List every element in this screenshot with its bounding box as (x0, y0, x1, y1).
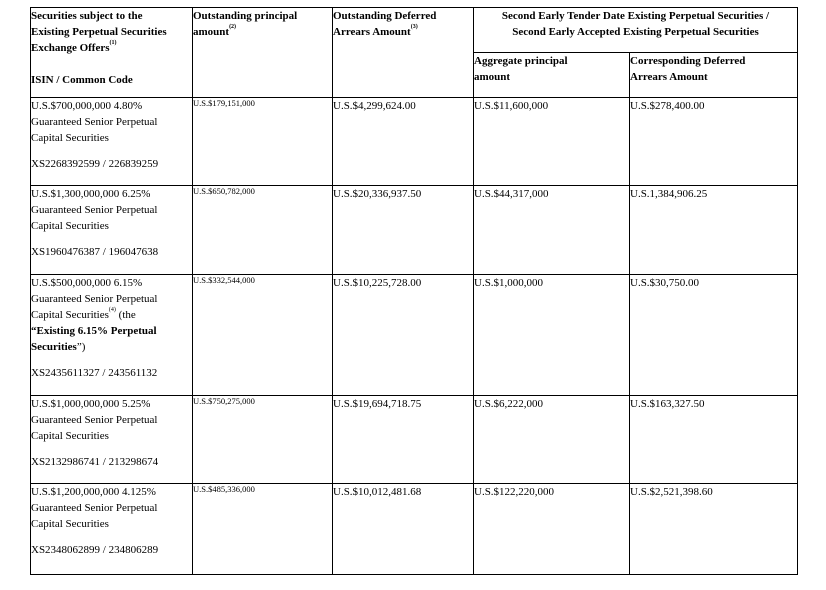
security-line: U.S.$1,000,000,000 5.25% (31, 398, 151, 410)
outstanding-deferred-cell: U.S.$10,012,481.68 (333, 484, 474, 575)
outstanding-principal-cell: U.S.$485,336,000 (193, 484, 333, 575)
security-line: Capital Securities (31, 518, 109, 530)
outstanding-deferred-header (333, 8, 474, 98)
isin-code: XS2348062899 / 234806289 (31, 544, 159, 556)
footnote-marker: (2) (229, 24, 237, 30)
security-cell (31, 186, 193, 275)
isin-header: ISIN / Common Code (31, 74, 133, 86)
second-early-header-line2: Second Early Accepted Existing Perpetual Securities (512, 26, 759, 38)
security-line: U.S.$700,000,000 4.80% (31, 100, 143, 112)
security-line: Capital Securities$^{(4)}$ (the (31, 307, 136, 321)
security-line: Guaranteed Senior Perpetual (31, 204, 158, 216)
corresponding-deferred-cell: U.S.$30,750.00 (630, 275, 798, 396)
security-line: Guaranteed Senior Perpetual (31, 116, 158, 128)
outstanding-deferred-cell: U.S.$4,299,624.00 (333, 98, 474, 186)
outstanding-deferred-cell: U.S.$20,336,937.50 (333, 186, 474, 275)
table-row (31, 396, 798, 484)
aggregate-principal-cell: U.S.$6,222,000 (474, 396, 630, 484)
securities-header-line2: Existing Perpetual Securities (31, 26, 167, 38)
aggregate-principal-cell: U.S.$1,000,000 (474, 275, 630, 396)
table-row (31, 98, 798, 186)
securities-header-line3: Exchange Offers$^{(1)}$ (31, 40, 117, 54)
footnote-marker: (1) (109, 40, 117, 46)
aggregate-principal-header (474, 53, 630, 98)
security-line: U.S.$500,000,000 6.15% (31, 277, 143, 289)
aggregate-header-line2: amount (474, 71, 511, 83)
second-early-tender-header (474, 8, 798, 53)
outstanding-principal-cell: U.S.$750,275,000 (193, 396, 333, 484)
aggregate-principal-cell: U.S.$44,317,000 (474, 186, 630, 275)
security-cell (31, 396, 193, 484)
corresponding-deferred-header (630, 53, 798, 98)
table-row (31, 484, 798, 575)
security-line: Guaranteed Senior Perpetual (31, 502, 158, 514)
corresponding-deferred-cell: U.S.$2,521,398.60 (630, 484, 798, 575)
security-cell (31, 484, 193, 575)
footnote-marker: (4) (108, 307, 116, 313)
security-line: U.S.$1,200,000,000 4.125% (31, 486, 156, 498)
defined-term-line2: Securities”) (31, 341, 86, 353)
table-row (31, 275, 798, 396)
security-cell (31, 275, 193, 396)
securities-header-line1: Securities subject to the (31, 10, 143, 22)
securities-header (31, 8, 193, 98)
corresponding-header-line2: Arrears Amount (630, 71, 708, 83)
isin-code: XS2132986741 / 213298674 (31, 456, 159, 468)
isin-code: XS1960476387 / 196047638 (31, 246, 159, 258)
outstanding-deferred-header-line1: Outstanding Deferred (333, 10, 437, 22)
outstanding-principal-header (193, 8, 333, 98)
footnote-marker: (3) (410, 24, 418, 30)
aggregate-principal-cell: U.S.$122,220,000 (474, 484, 630, 575)
outstanding-principal-header-line1: Outstanding principal (193, 10, 298, 22)
aggregate-principal-cell: U.S.$11,600,000 (474, 98, 630, 186)
outstanding-deferred-cell: U.S.$10,225,728.00 (333, 275, 474, 396)
security-line: Capital Securities (31, 220, 109, 232)
security-line: U.S.$1,300,000,000 6.25% (31, 188, 151, 200)
second-early-header-line1: Second Early Tender Date Existing Perpetual Securities / (501, 10, 770, 22)
outstanding-principal-header-line2: amount$^{(2)}$ (193, 24, 237, 38)
security-line: Guaranteed Senior Perpetual (31, 293, 158, 305)
corresponding-deferred-cell: U.S.$163,327.50 (630, 396, 798, 484)
security-line: Capital Securities (31, 430, 109, 442)
defined-term: “Existing 6.15% Perpetual (31, 325, 157, 337)
outstanding-principal-cell: U.S.$179,151,000 (193, 98, 333, 186)
outstanding-deferred-cell: U.S.$19,694,718.75 (333, 396, 474, 484)
aggregate-header-line1: Aggregate principal (474, 55, 568, 67)
header-row (31, 8, 798, 53)
table-row (31, 186, 798, 275)
security-cell (31, 98, 193, 186)
securities-table (30, 7, 798, 575)
isin-code: XS2268392599 / 226839259 (31, 158, 159, 170)
outstanding-principal-cell: U.S.$332,544,000 (193, 275, 333, 396)
outstanding-deferred-header-line2: Arrears Amount$^{(3)}$ (333, 24, 418, 38)
security-line: Guaranteed Senior Perpetual (31, 414, 158, 426)
security-line: Capital Securities (31, 132, 109, 144)
isin-code: XS2435611327 / 243561132 (31, 367, 158, 379)
corresponding-deferred-cell: U.S.$278,400.00 (630, 98, 798, 186)
outstanding-principal-cell: U.S.$650,782,000 (193, 186, 333, 275)
corresponding-header-line1: Corresponding Deferred (630, 55, 746, 67)
corresponding-deferred-cell: U.S.1,384,906.25 (630, 186, 798, 275)
